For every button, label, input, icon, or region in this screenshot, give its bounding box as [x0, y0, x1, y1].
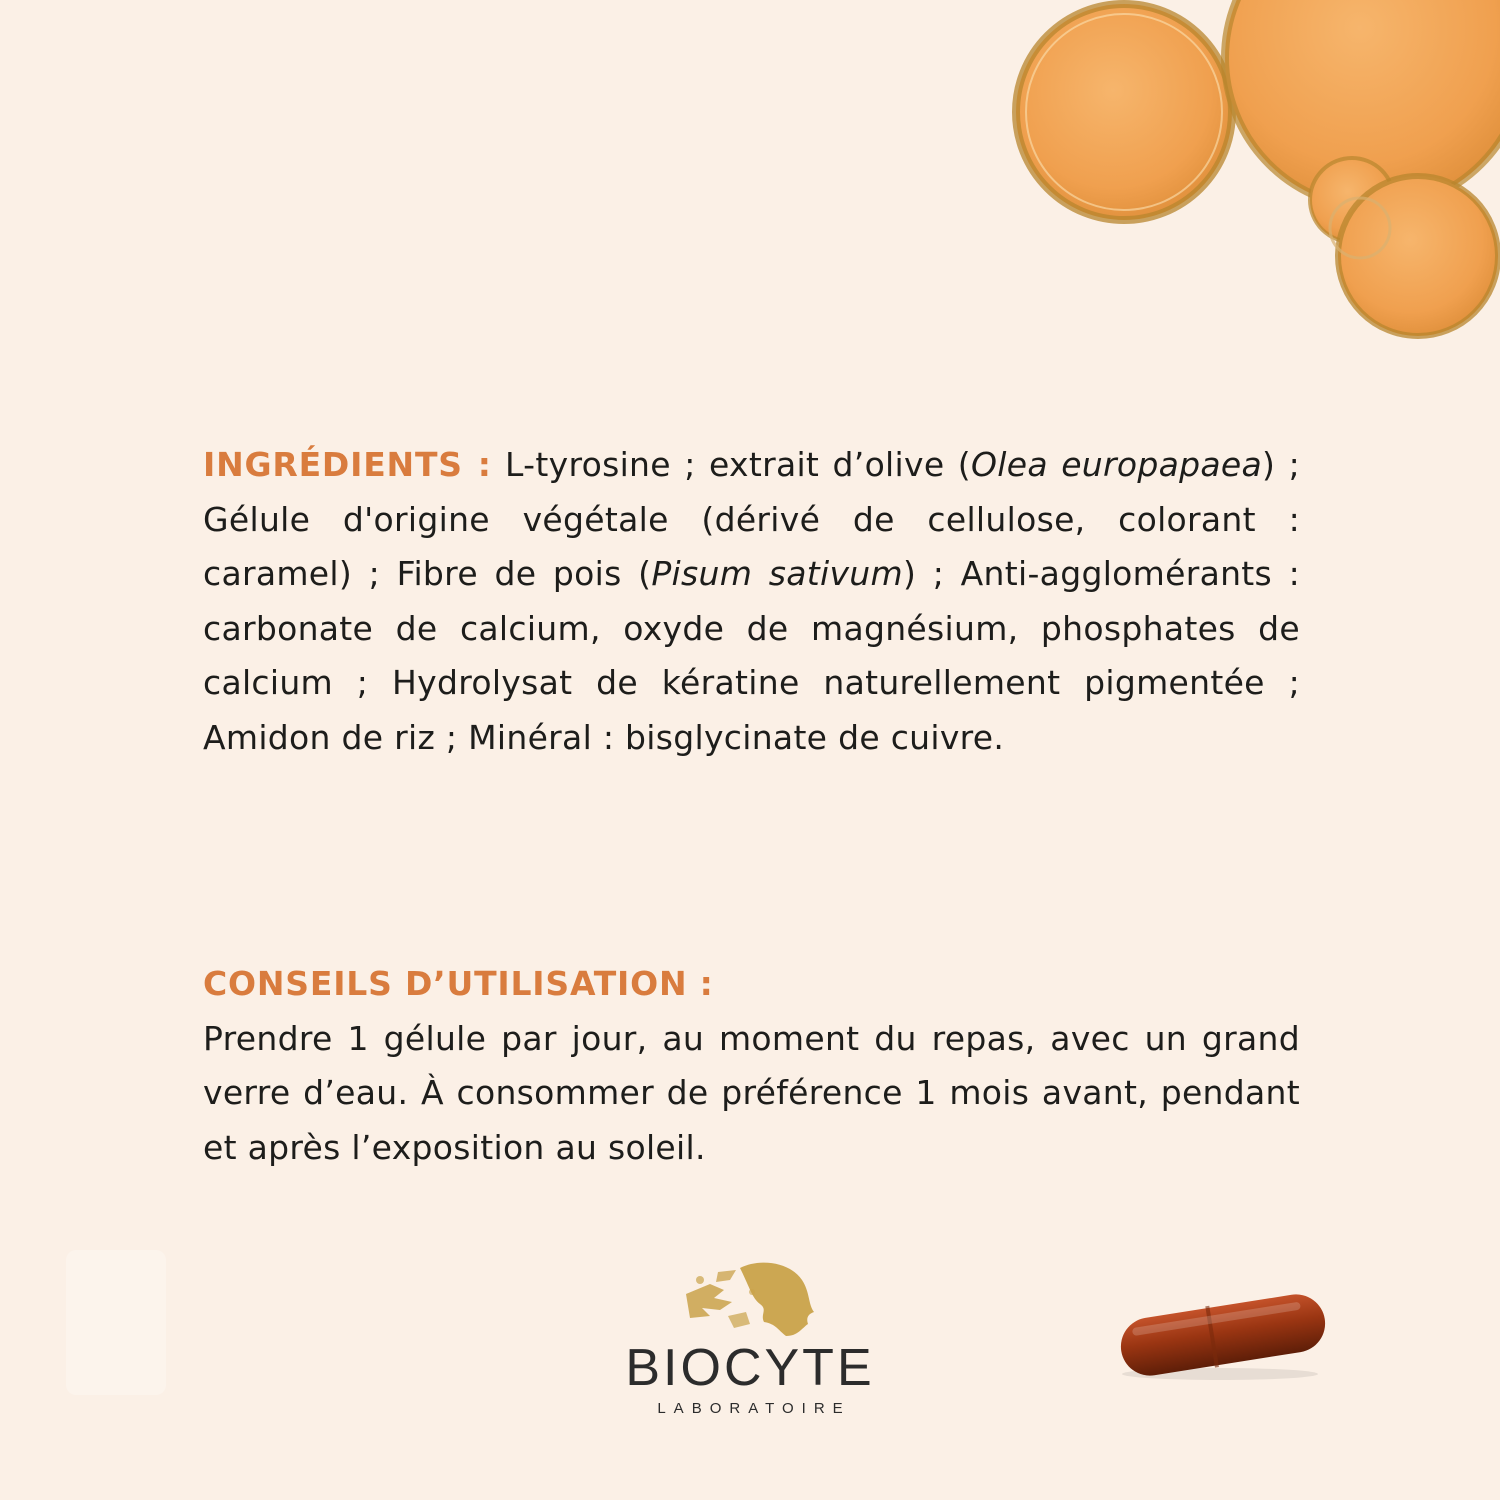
brand-name: BIOCYTE	[625, 1339, 875, 1397]
capsule-icon	[1112, 1288, 1334, 1382]
background-glow	[66, 1250, 166, 1395]
latin-name-olive: Olea europapaea	[970, 445, 1263, 484]
brand-logo	[600, 1258, 900, 1428]
usage-section	[203, 957, 1300, 1175]
brand-subtitle: LABORATOIRE	[657, 1400, 851, 1417]
usage-text: Prendre 1 gélule par jour, au moment du repas, avec un grand verre d’eau. À consommer de préférence 1 mois avant, pendant et après l’exposition au soleil.	[203, 1018, 1300, 1167]
ingredients-text: ) ; Anti-agglomérants : carbonate de calcium, oxyde de magnésium, phosphates de calcium ; Hydrolysat de kératine naturellement pigmentée ; Amidon de riz ; Minéral : bisglycinate de cuivre.	[203, 554, 1301, 757]
bubble-large	[1016, 4, 1232, 220]
usage-heading: CONSEILS D’UTILISATION :	[203, 964, 714, 1003]
ingredients-paragraph	[203, 438, 1300, 765]
oil-bubbles-decoration	[0, 0, 1500, 360]
latin-name-pea: Pisum sativum	[651, 554, 903, 593]
head-profile-logo	[680, 1258, 820, 1340]
ingredients-section	[203, 438, 1300, 765]
ingredients-text: L-tyrosine ; extrait d’olive (	[491, 445, 971, 484]
ingredients-text: ) ; Gélule d'origine végétale (dérivé de cellulose, colorant : caramel) ; Fibre de pois (	[203, 445, 1300, 593]
ingredients-heading: INGRÉDIENTS :	[203, 445, 492, 484]
